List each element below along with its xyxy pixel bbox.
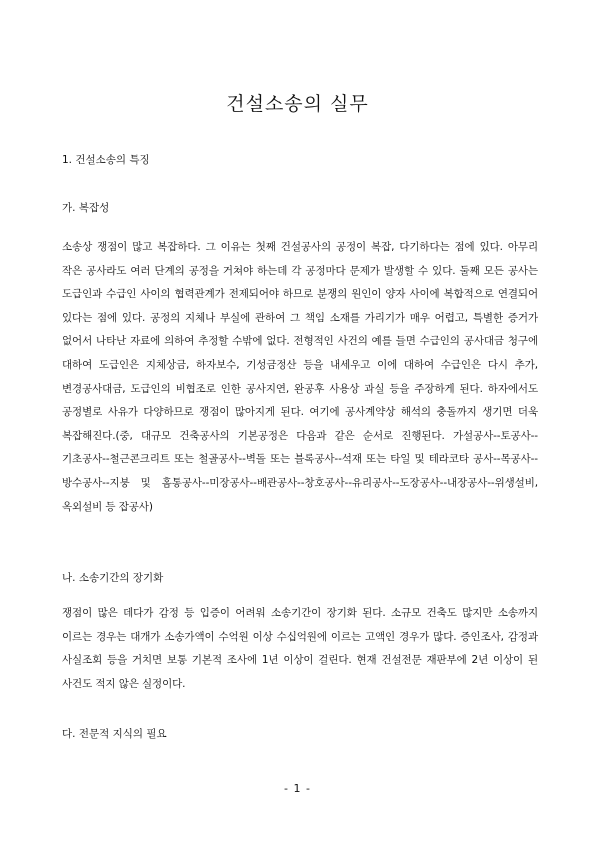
section-1c-heading: 다. 전문적 지식의 필요: [62, 728, 167, 740]
section-1a-paragraph: 소송상 쟁점이 많고 복잡하다. 그 이유는 첫째 건설공사의 공정이 복잡, 다기하다는 점에 있다. 아무리 작은 공사라도 여러 단계의 공정을 거쳐야 하는데 각 공정마다 문제가 발생할 수 있다. 둘째 모든 공사는 도급인과 수급인 사이의 협력관계가 전제되어야 하므로 분쟁의 원인이 양자 사이에 복합적으로 연결되어 있다는 점에 있다. 공정의 지체나 부실에 관하여 그 책임 소재를 가리기가 매우 어렵고, 특별한 증거가 없어서 나타난 자료에 의하여 추정할 수밖에 없다. 전형적인 사건의 예를 들면 수급인의 공사대금 청구에 대하여 도급인은 지체상금, 하자보수, 기성금정산 등을 내세우고 이에 대하여 수급인은 다시 추가, 변경공사대금, 도급인의 비협조로 인한 공사지연, 완공후 사용상 과실 등을 주장하게 된다. 하자에서도 공정별로 사유가 다양하므로 쟁점이 많아지게 된다. 여기에 공사계약상 해석의 충돌까지 생기면 더욱 복잡해진다.(중, 대규모 건축공사의 기본공정은 다음과 같은 순서로 진행된다. 가설공사--토공사--기초공사--철근콘크리트 또는 철골공사--벽돌 또는 블록공사--석재 또는 타일 및 테라코타 공사--목공사--방수공사--지붕 및 홈통공사--미장공사--배관공사--창호공사--유리공사--도장공사--내장공사--위생설비, 옥외설비 등 잡공사): [62, 241, 538, 513]
section-1-heading: 1. 건설소송의 특징: [62, 154, 150, 166]
page-number: - 1 -: [284, 782, 311, 795]
section-1b-paragraph: 쟁점이 많은 데다가 감정 등 입증이 어려워 소송기간이 장기화 된다. 소규모 건축도 많지만 소송까지 이르는 경우는 대개가 소송가액이 수억원 이상 수십억원에 이르는 고액인 경우가 많다. 증인조사, 감정과 사실조회 등을 거치면 보통 기본적 조사에 1년 이상이 걸린다. 현재 건설전문 재판부에 2년 이상이 된 사건도 적지 않은 실정이다.: [62, 607, 538, 690]
section-1a-heading: 가. 복잡성: [62, 202, 110, 214]
document-title: 건설소송의 실무: [226, 93, 369, 115]
section-1b-heading: 나. 소송기간의 장기화: [62, 572, 164, 584]
